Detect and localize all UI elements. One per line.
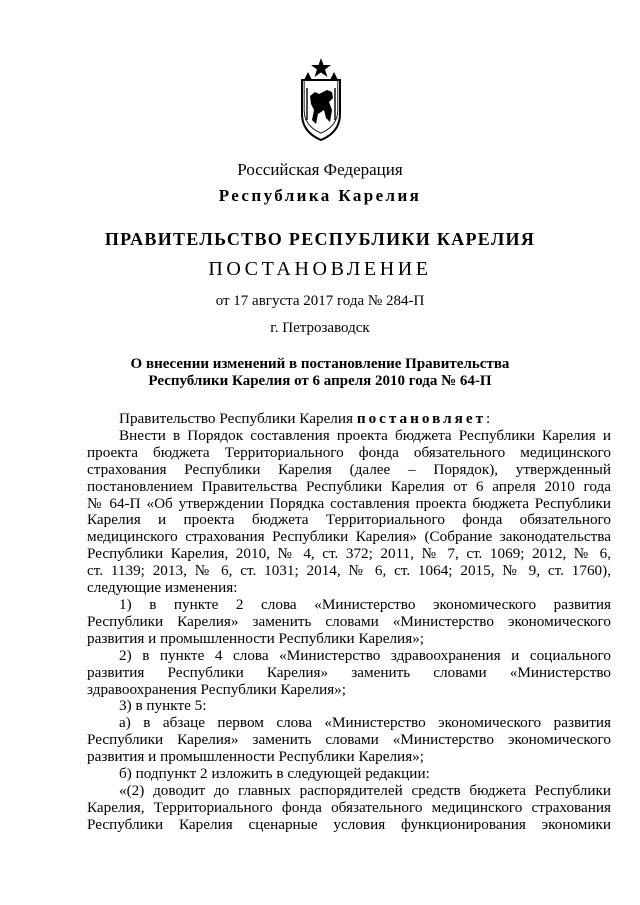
intro-decrees: постановляет <box>356 410 487 427</box>
body-line: б) подпункт 2 изложить в следующей редакции: <box>119 765 430 783</box>
body-line: проекта бюджета Территориального фонда обязательного медицинского <box>87 443 611 461</box>
body-line: ст. 1139; 2013, № 6, ст. 1031; 2014, № 6, ст. 1064; 2015, № 9, ст. 1760), <box>87 562 611 580</box>
document-type: ПОСТАНОВЛЕНИЕ <box>208 258 432 280</box>
body-line: «(2) доводит до главных распорядителей средств бюджета Республики <box>119 781 611 799</box>
body-line: 3) в пункте 5: <box>119 697 207 715</box>
body-line: Республики Карелия, 2010, № 4, ст. 372; 2011, № 7, ст. 1069; 2012, № 6, <box>87 545 611 563</box>
body-line: Республики Карелия» заменить словами «Министерство экономического <box>87 731 611 749</box>
republic-name: Республика Карелия <box>218 186 422 205</box>
body-line: страхования Республики Карелия (далее – Порядок), утвержденный <box>87 460 611 478</box>
intro-paragraph <box>87 411 611 428</box>
body-line: постановлением Правительства Республики Карелия от 6 апреля 2010 года <box>87 477 611 495</box>
country-name: Российская Федерация <box>237 160 403 179</box>
body-line: развития и промышленности Республики Карелия»; <box>87 629 424 647</box>
body-line: Карелия, Территориального фонда обязательного медицинского страхования <box>87 798 611 816</box>
body-line: а) в абзаце первом слова «Министерство экономического развития <box>119 714 611 732</box>
date-line: от 17 августа 2017 года № 284-П <box>215 293 425 309</box>
body-line: 1) в пункте 2 слова «Министерство экономического развития <box>119 595 611 613</box>
body-line: Республики Карелия» заменить словами «Министерство экономического <box>87 612 611 630</box>
document-title <box>0 356 640 390</box>
intro-suffix: : <box>486 410 491 427</box>
government-name: ПРАВИТЕЛЬСТВО РЕСПУБЛИКИ КАРЕЛИЯ <box>104 229 536 249</box>
title-line-1: О внесении изменений в постановление Правительства <box>130 356 510 372</box>
body-line: Внести в Порядок составления проекта бюджета Республики Карелия и <box>119 426 611 444</box>
body-line: Республики Карелия сценарные условия функционирования экономики <box>87 815 611 833</box>
body-line: № 64-П «Об утверждении Порядка составления проекта бюджета Республики <box>87 494 611 512</box>
body-line: развития Республики Карелия» заменить словами «Министерство <box>87 663 611 681</box>
body-line: 2) в пункте 4 слова «Министерство здравоохранения и социального <box>119 646 611 664</box>
city-name: г. Петрозаводск <box>270 320 370 336</box>
body-line: здравоохранения Республики Карелия»; <box>87 680 346 698</box>
body-line: развития и промышленности Республики Карелия»; <box>87 748 424 766</box>
body-line: медицинского страхования Республики Карелия» (Собрание законодательства <box>87 528 611 546</box>
title-line-2: Республики Карелия от 6 апреля 2010 года № 64-П <box>148 373 492 389</box>
body-line: следующие изменения: <box>87 579 238 597</box>
document-body <box>87 411 611 834</box>
body-line: Карелия и проекта бюджета Территориального фонда обязательного <box>87 511 611 529</box>
coat-of-arms-emblem <box>299 58 343 142</box>
intro-prefix: Правительство Республики Карелия <box>119 410 357 427</box>
